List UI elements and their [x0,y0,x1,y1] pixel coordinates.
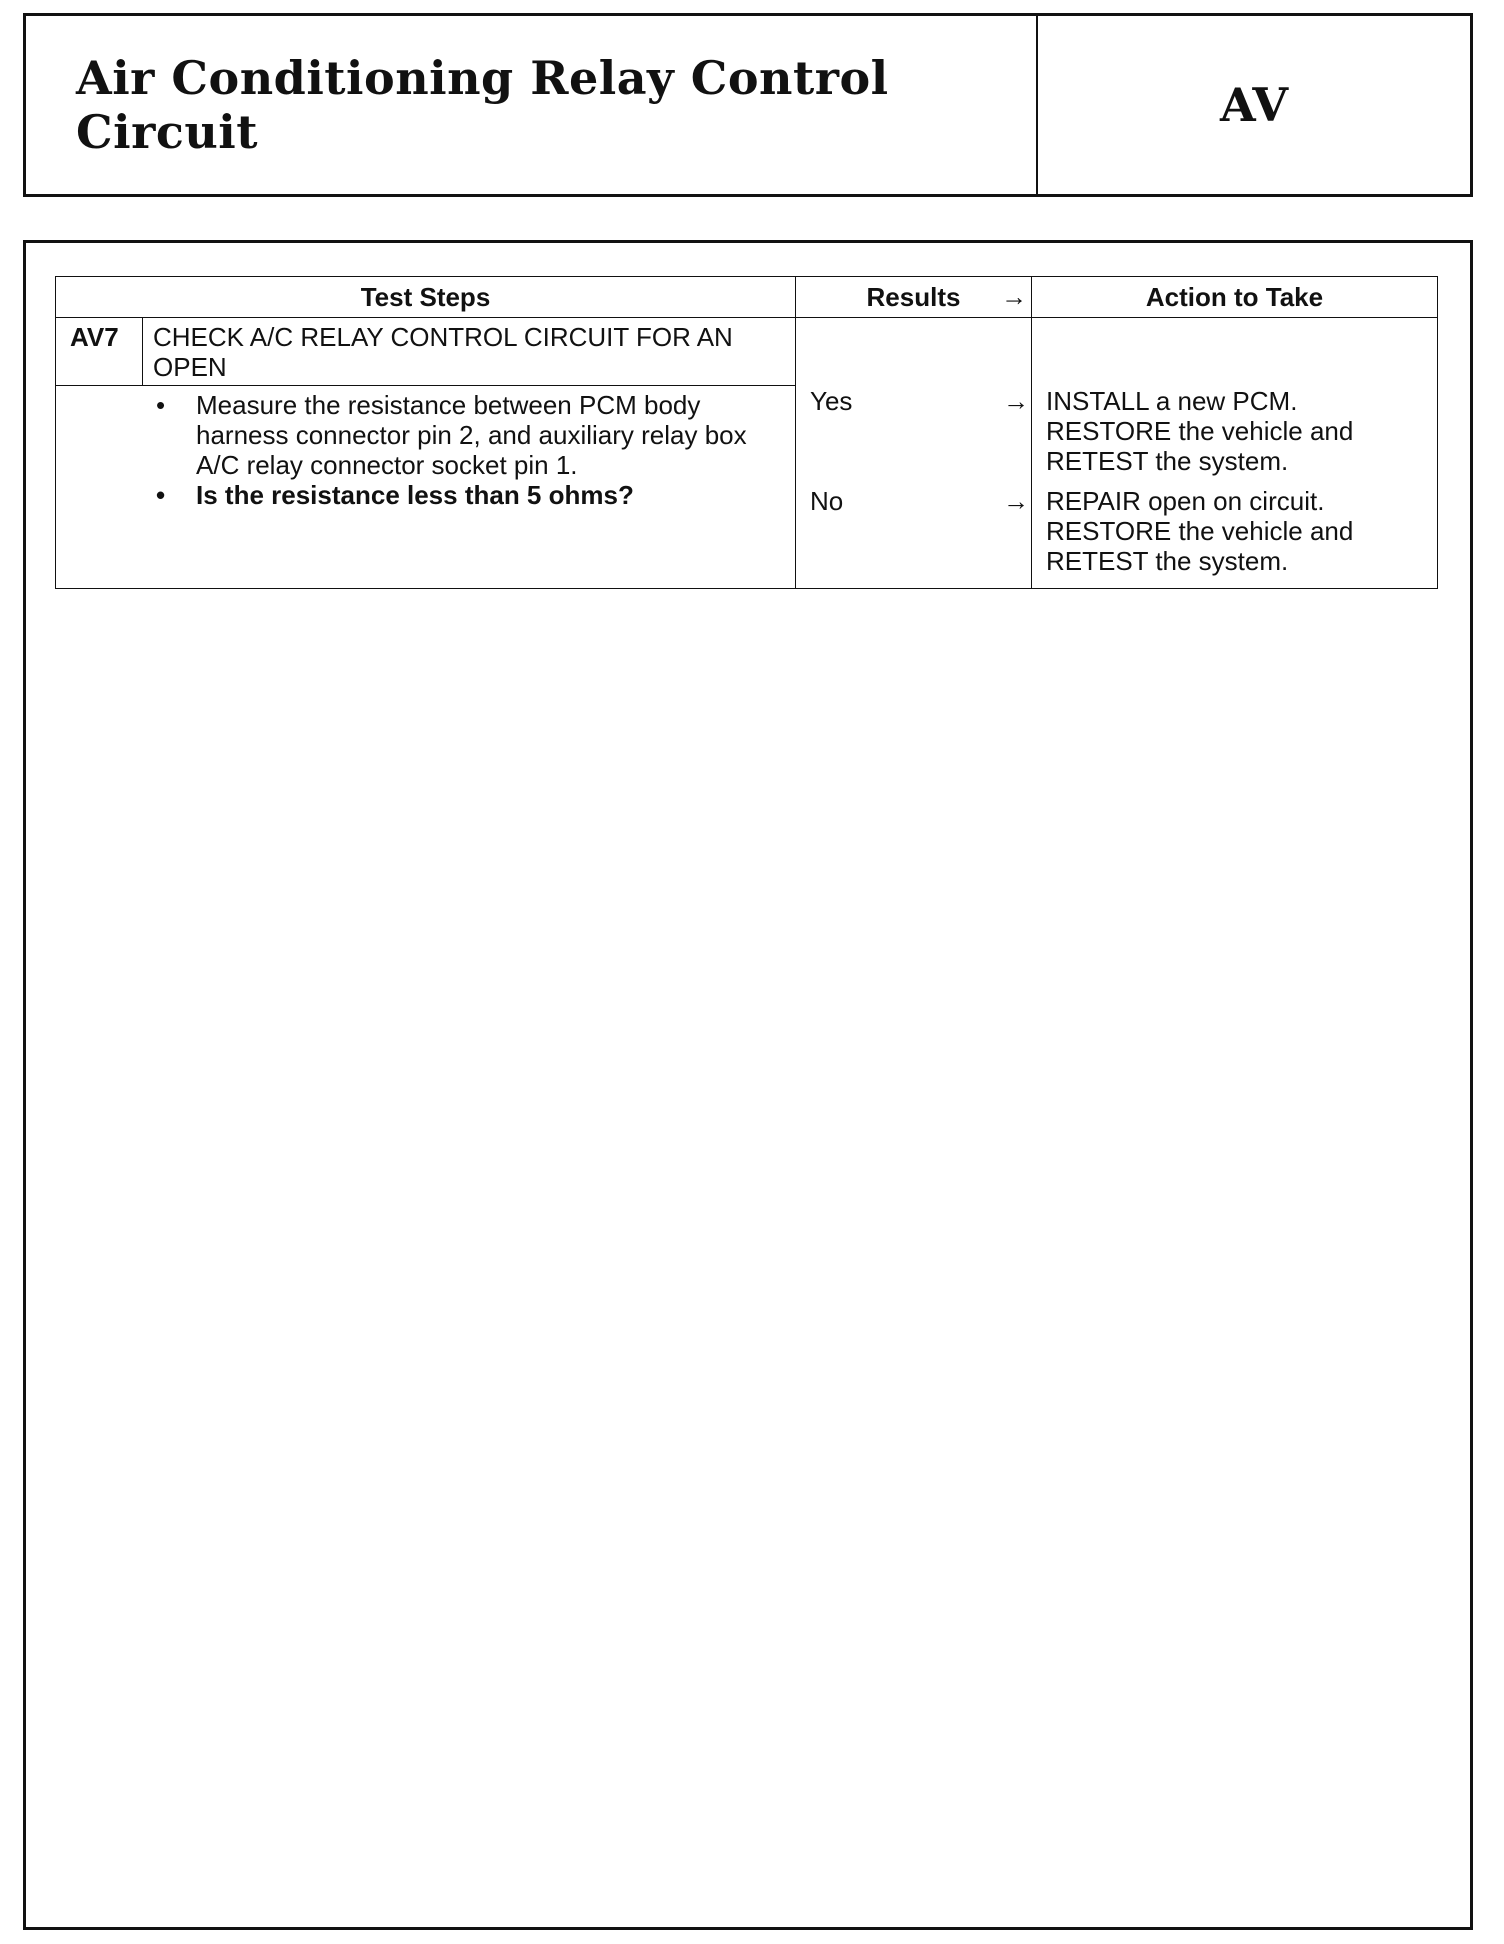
result-arrow: → [1003,486,1029,516]
action-cell [1032,318,1438,589]
instruction-item [56,390,779,480]
action-line: RETEST the system. [1046,546,1289,576]
action-line: RETEST the system. [1046,446,1289,476]
bullet-icon: • [156,390,166,420]
section-code: AV [1219,78,1289,132]
table-header-row [56,277,1438,318]
action-line: REPAIR open on circuit. [1046,486,1325,516]
header-title-cell [26,16,1038,194]
header-code-cell [1038,16,1470,194]
result-label: No [810,486,844,516]
action-line: INSTALL a new PCM. [1046,386,1298,416]
result-no [796,486,1031,586]
page-title: Air Conditioning Relay Control Circuit [76,51,889,159]
result-label: Yes [810,386,853,416]
action-no [1032,486,1437,576]
header-box [23,13,1473,197]
instruction-list [56,386,795,510]
instruction-text: Measure the resistance between PCM body harness connector pin 2, and auxiliary relay box A/C relay connector socket pin 1. [196,390,747,480]
step-id: AV7 [56,318,143,386]
action-line: RESTORE the vehicle and [1046,416,1354,446]
instruction-question: Is the resistance less than 5 ohms? [196,480,634,510]
header-test-steps: Test Steps [56,277,796,318]
step-title: CHECK A/C RELAY CONTROL CIRCUIT FOR AN OPEN [143,318,796,386]
header-results-label: Results [866,281,961,312]
action-line: RESTORE the vehicle and [1046,516,1354,546]
test-steps-table [55,276,1438,589]
bullet-icon: • [156,480,166,510]
header-results-arrow: → [1001,281,1027,312]
result-yes [796,386,1031,486]
header-results [796,277,1032,318]
action-yes [1032,386,1437,486]
result-arrow: → [1003,386,1029,416]
instruction-item [56,480,779,510]
step-instructions [56,386,796,589]
header-action: Action to Take [1032,277,1438,318]
results-cell [796,318,1032,589]
table-row [56,318,1438,386]
